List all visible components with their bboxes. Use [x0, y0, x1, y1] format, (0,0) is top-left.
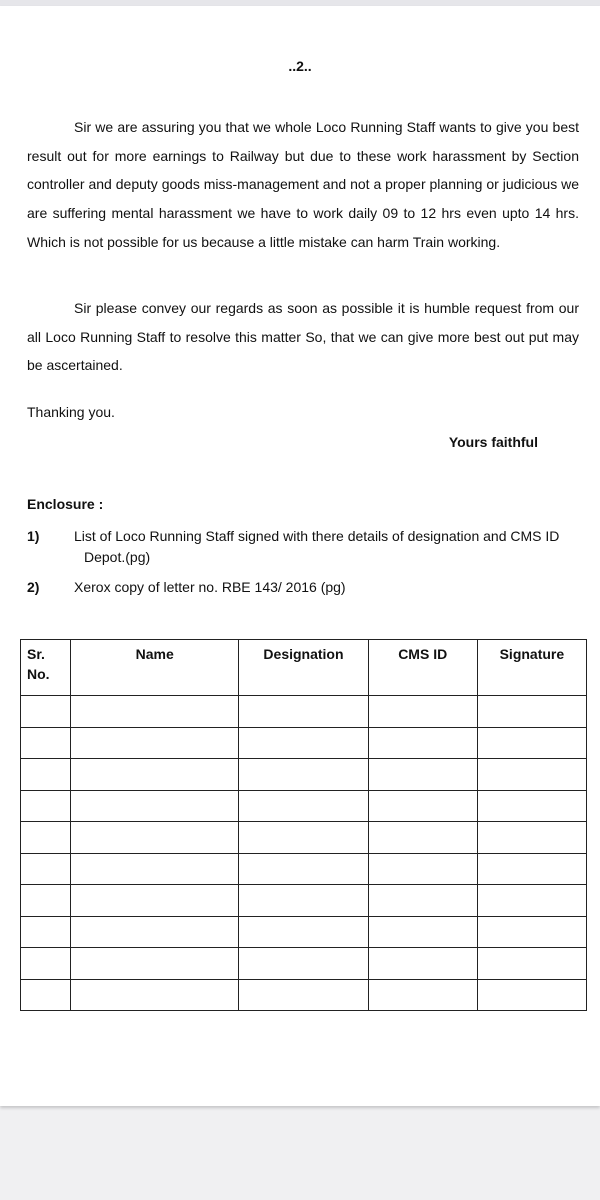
table-cell	[71, 853, 239, 885]
header-sr-no: Sr. No.	[21, 640, 71, 696]
table-cell	[21, 759, 71, 791]
table-row	[21, 696, 587, 728]
table-cell	[239, 885, 368, 917]
table-cell	[71, 696, 239, 728]
paragraph-1	[27, 113, 579, 257]
table-row	[21, 727, 587, 759]
table-cell	[239, 853, 368, 885]
table-cell	[477, 916, 586, 948]
table-cell	[368, 790, 477, 822]
table-cell	[368, 916, 477, 948]
paragraph-2	[27, 294, 579, 380]
table-cell	[21, 979, 71, 1011]
table-cell	[477, 853, 586, 885]
table-cell	[368, 822, 477, 854]
table-cell	[368, 759, 477, 791]
table-cell	[368, 853, 477, 885]
table-cell	[21, 948, 71, 980]
table-cell	[71, 885, 239, 917]
table-cell	[477, 979, 586, 1011]
table-cell	[71, 979, 239, 1011]
table-row	[21, 948, 587, 980]
header-signature: Signature	[477, 640, 586, 696]
table-row	[21, 759, 587, 791]
table-cell	[368, 727, 477, 759]
enclosure-item-number: 1)	[27, 528, 40, 544]
table-cell	[239, 979, 368, 1011]
table-cell	[21, 853, 71, 885]
table-cell	[21, 916, 71, 948]
table-cell	[239, 916, 368, 948]
table-cell	[21, 822, 71, 854]
closing-line: Thanking you.	[27, 404, 115, 420]
document-page	[0, 6, 600, 1106]
table-cell	[71, 916, 239, 948]
table-cell	[477, 790, 586, 822]
table-cell	[368, 948, 477, 980]
enclosure-item-text: List of Loco Running Staff signed with there details of designation and CMS ID Depot.(pg)	[74, 526, 584, 568]
table-body	[21, 696, 587, 1011]
enclosure-item-number: 2)	[27, 579, 40, 595]
header-cms-id: CMS ID	[368, 640, 477, 696]
table-cell	[368, 885, 477, 917]
header-name: Name	[71, 640, 239, 696]
table-row	[21, 790, 587, 822]
table-cell	[71, 822, 239, 854]
header-designation: Designation	[239, 640, 368, 696]
table-cell	[71, 727, 239, 759]
table-cell	[239, 948, 368, 980]
table-cell	[21, 727, 71, 759]
table-cell	[21, 885, 71, 917]
table-row	[21, 853, 587, 885]
table-cell	[477, 885, 586, 917]
table-cell	[477, 727, 586, 759]
table-cell	[71, 948, 239, 980]
staff-signature-table	[20, 639, 587, 1011]
table-cell	[368, 696, 477, 728]
table-cell	[21, 696, 71, 728]
table-cell	[71, 759, 239, 791]
enclosure-title: Enclosure :	[27, 496, 104, 512]
table-cell	[21, 790, 71, 822]
table-row	[21, 822, 587, 854]
table-cell	[239, 790, 368, 822]
table-cell	[239, 727, 368, 759]
table-cell	[239, 822, 368, 854]
enclosure-item-text-continued: Depot.(pg)	[84, 549, 151, 565]
table-cell	[71, 790, 239, 822]
table-cell	[239, 759, 368, 791]
table-row	[21, 885, 587, 917]
table-cell	[368, 979, 477, 1011]
table-row	[21, 916, 587, 948]
enclosure-item-text: Xerox copy of letter no. RBE 143/ 2016 (pg)	[74, 579, 346, 595]
signoff: Yours faithful	[448, 434, 538, 450]
table-cell	[477, 822, 586, 854]
table-cell	[477, 759, 586, 791]
table-header-row	[21, 640, 587, 696]
paragraph-1-text: Sir we are assuring you that we whole Loco Running Staff wants to give you best result out for more earnings to Railway but due to these work harassment by Section controller and deputy goods miss-management and not a proper planning or judicious we are suffering mental harassment we have to work daily 09 to 12 hrs even upto 14 hrs. Which is not possible for us because a little mistake can harm Train working.	[27, 119, 579, 250]
page-number: ..2..	[288, 58, 312, 74]
paragraph-2-text: Sir please convey our regards as soon as possible it is humble request from our all Loco Running Staff to resolve this matter So, that we can give more best out put may be ascertained.	[27, 300, 579, 374]
table-cell	[477, 948, 586, 980]
table-cell	[477, 696, 586, 728]
table-cell	[239, 696, 368, 728]
table-row	[21, 979, 587, 1011]
